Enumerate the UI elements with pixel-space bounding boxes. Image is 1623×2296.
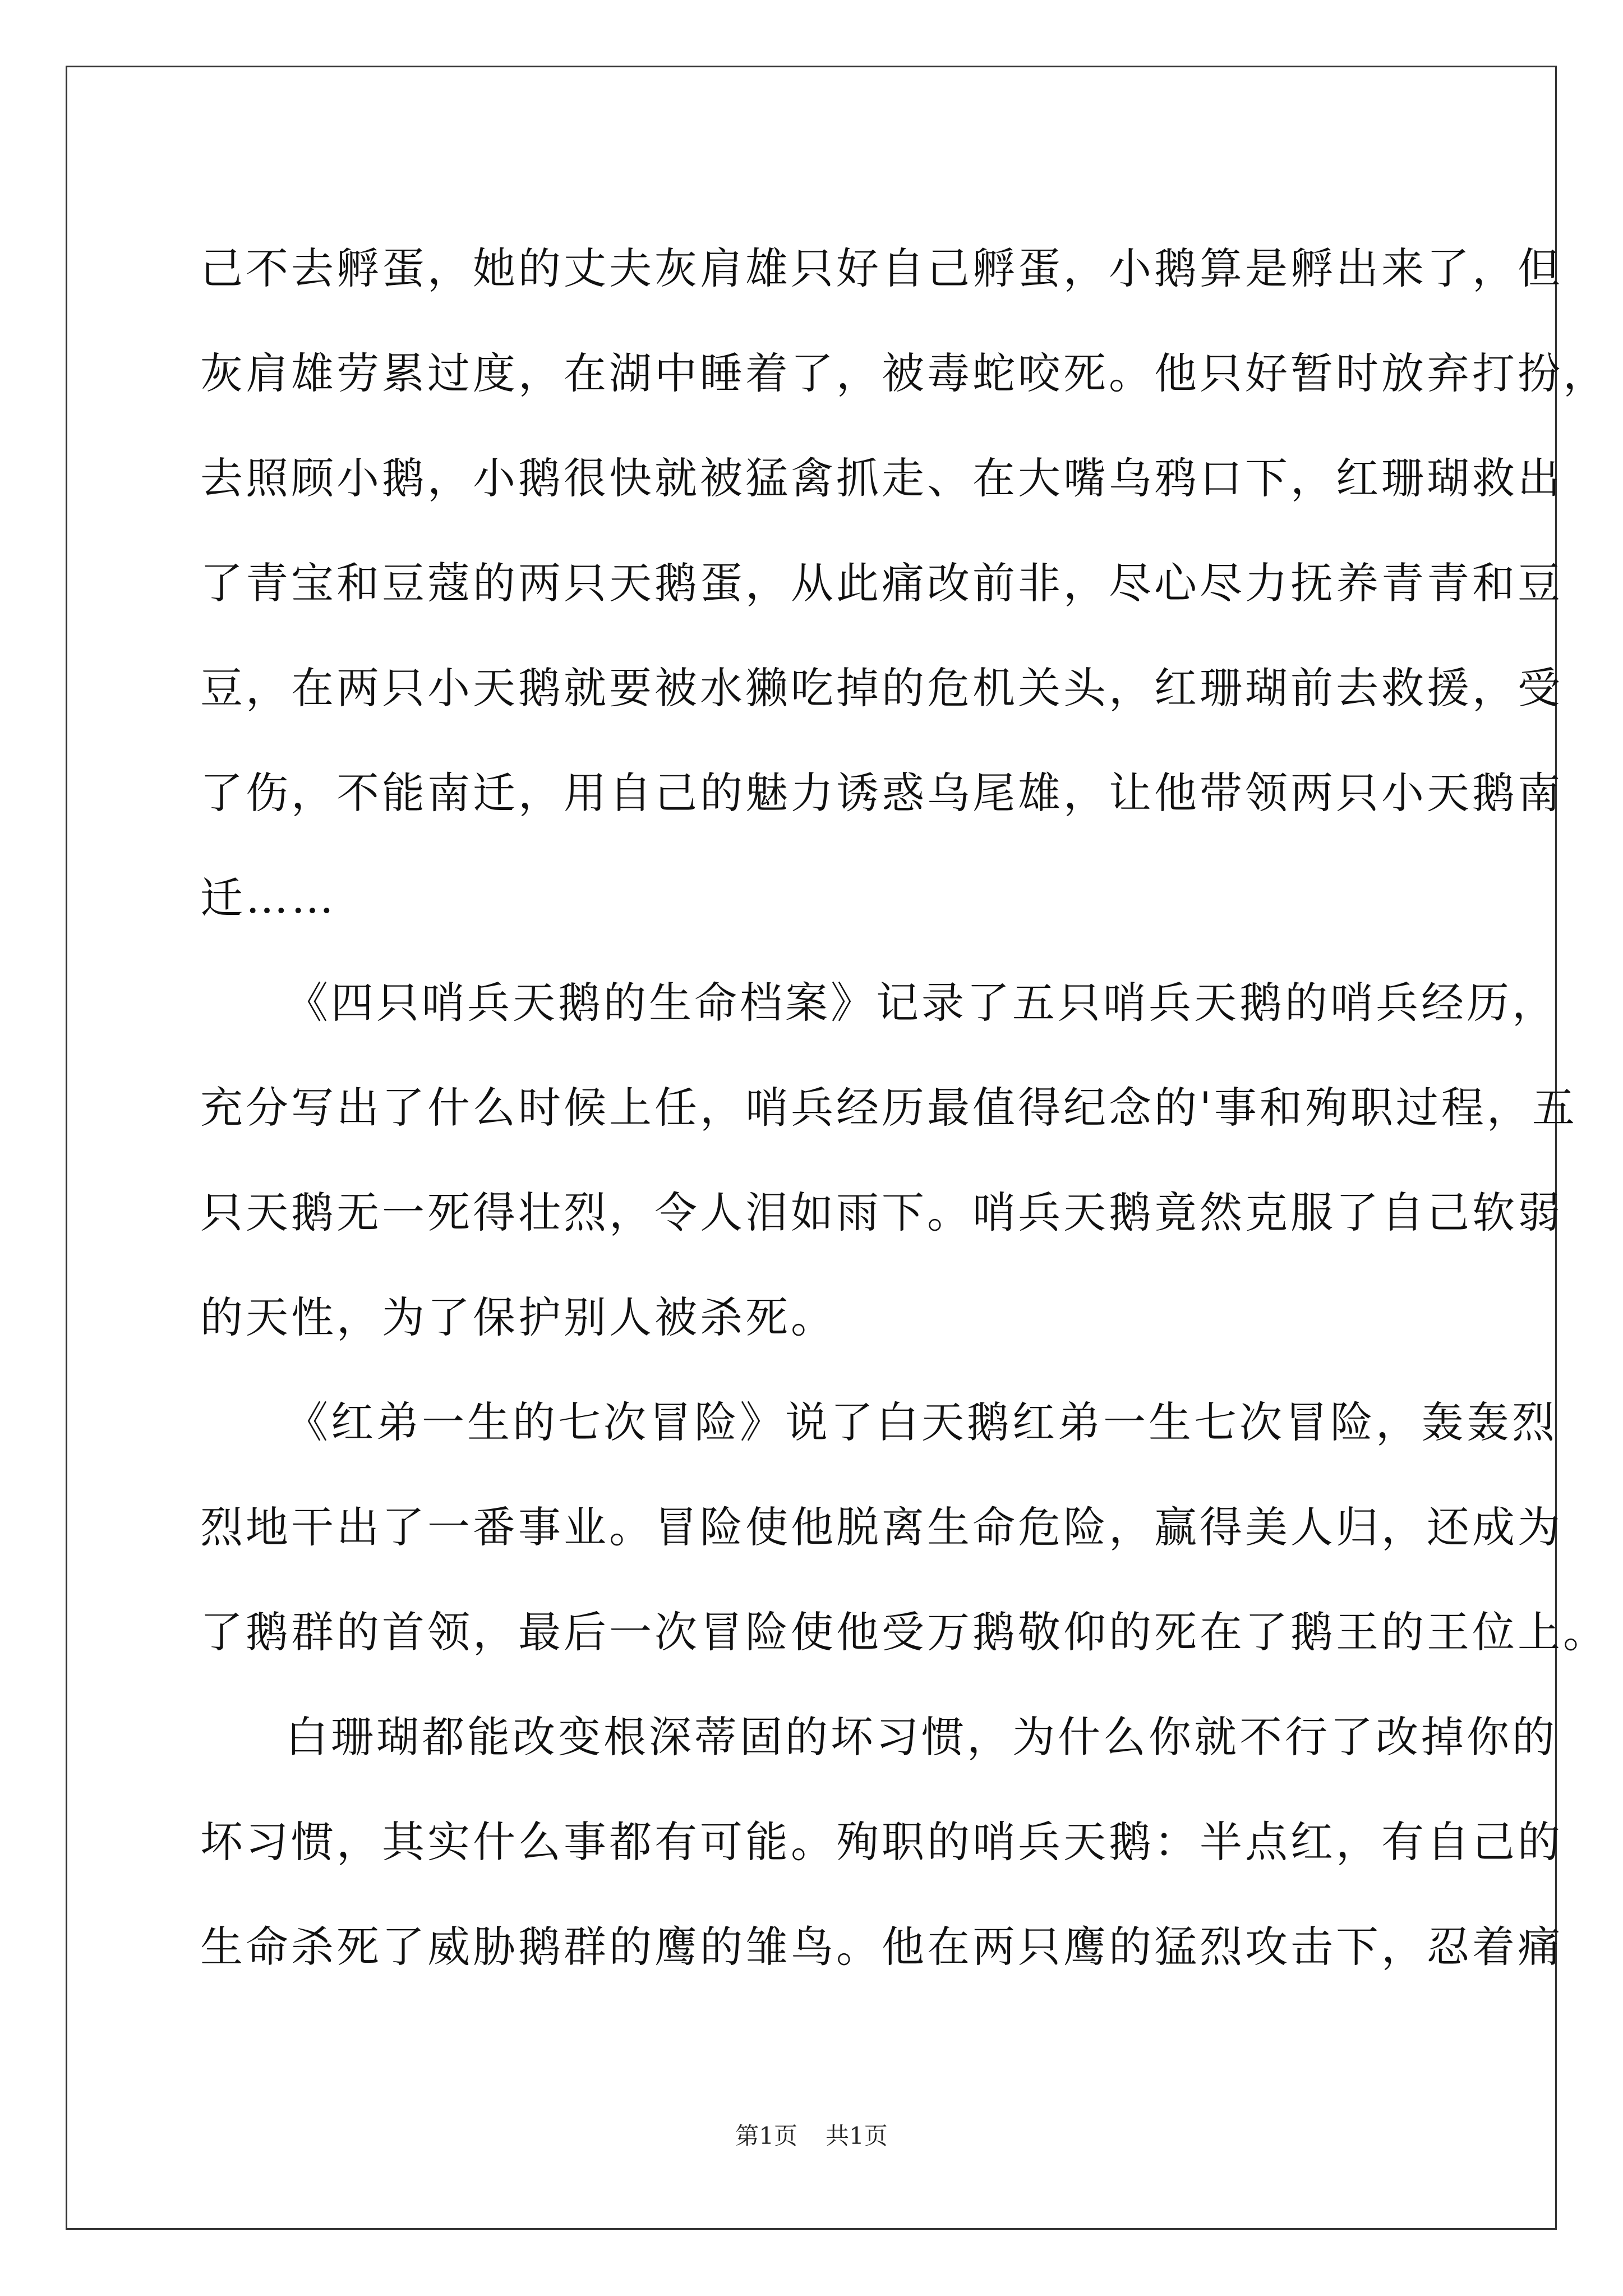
text-line: 只天鹅无一死得壮烈，令人泪如雨下。哨兵天鹅竟然克服了自己软弱 bbox=[200, 1188, 1563, 1237]
page-footer bbox=[0, 2119, 1623, 2153]
text-line: 《红弟一生的七次冒险》说了白天鹅红弟一生七次冒险，轰轰烈 bbox=[285, 1397, 1557, 1447]
text-line: 白珊瑚都能改变根深蒂固的坏习惯，为什么你就不行了改掉你的 bbox=[285, 1712, 1557, 1762]
page-total: 共1页 bbox=[826, 2122, 888, 2150]
text-line: 灰肩雄劳累过度，在湖中睡着了，被毒蛇咬死。他只好暂时放弃打扮， bbox=[200, 348, 1608, 398]
text-line: 充分写出了什么时候上任，哨兵经历最值得纪念的'事和殉职过程，五 bbox=[200, 1083, 1578, 1133]
text-line: 了青宝和豆蔻的两只天鹅蛋，从此痛改前非，尽心尽力抚养青青和豆 bbox=[200, 558, 1563, 608]
text-line: 烈地干出了一番事业。冒险使他脱离生命危险，赢得美人归，还成为 bbox=[200, 1502, 1563, 1552]
text-line: 了伤，不能南迁，用自己的魅力诱惑乌尾雄，让他带领两只小天鹅南 bbox=[200, 768, 1563, 818]
text-line: 迁…… bbox=[200, 873, 336, 923]
text-line: 了鹅群的首领，最后一次冒险使他受万鹅敬仰的死在了鹅王的王位上。 bbox=[200, 1607, 1608, 1657]
text-line: 生命杀死了威胁鹅群的鹰的雏鸟。他在两只鹰的猛烈攻击下，忍着痛 bbox=[200, 1922, 1563, 1972]
page-number: 第1页 bbox=[735, 2122, 797, 2150]
text-line: 《四只哨兵天鹅的生命档案》记录了五只哨兵天鹅的哨兵经历， bbox=[285, 978, 1557, 1028]
text-line: 己不去孵蛋，她的丈夫灰肩雄只好自己孵蛋，小鹅算是孵出来了，但 bbox=[200, 243, 1563, 293]
document-body bbox=[200, 216, 1608, 1999]
text-line: 去照顾小鹅，小鹅很快就被猛禽抓走、在大嘴乌鸦口下，红珊瑚救出 bbox=[200, 453, 1563, 503]
text-line: 坏习惯，其实什么事都有可能。殉职的哨兵天鹅：半点红，有自己的 bbox=[200, 1817, 1563, 1867]
text-line: 豆，在两只小天鹅就要被水獭吃掉的危机关头，红珊瑚前去救援，受 bbox=[200, 663, 1563, 713]
text-line: 的天性，为了保护别人被杀死。 bbox=[200, 1292, 836, 1342]
